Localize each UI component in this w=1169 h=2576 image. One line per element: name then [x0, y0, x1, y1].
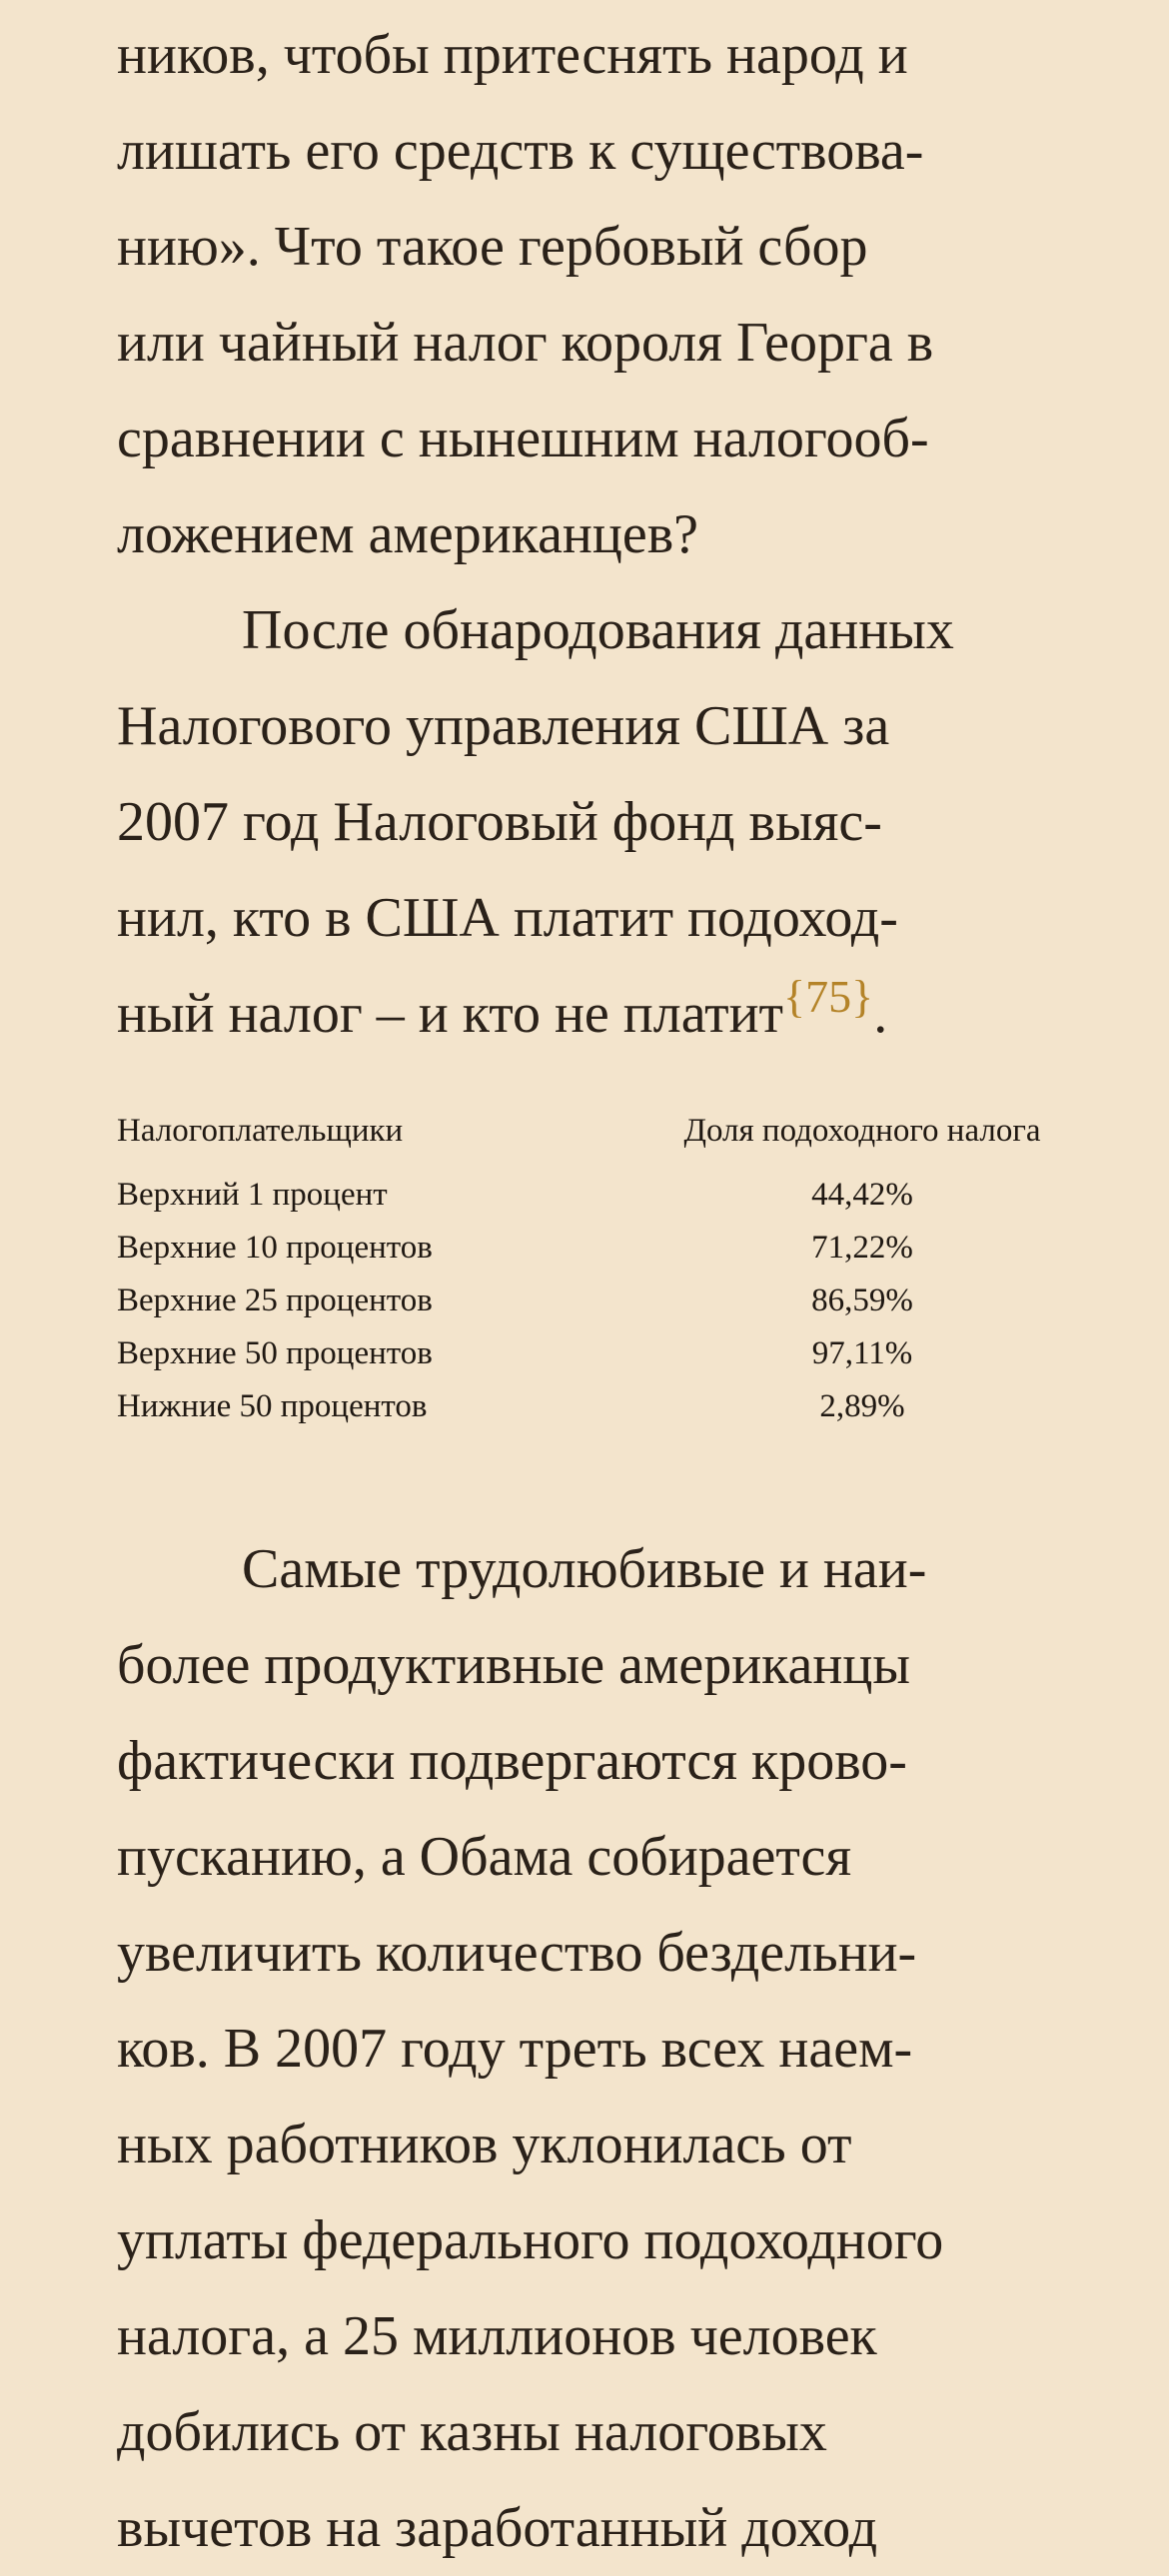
text-line: 2007 год Налоговый фонд выяс- — [117, 791, 882, 853]
table-row — [117, 1327, 1052, 1380]
text-line: налога, а 25 миллионов человек — [117, 2305, 877, 2367]
text-line: вычетов на заработанный доход — [117, 2497, 878, 2559]
text-line-with-footnote — [117, 966, 1052, 1062]
table-cell-share: 86,59% — [811, 1283, 913, 1318]
text-line: увеличить количество бездельни- — [117, 1922, 917, 1984]
text-line: сравнении с нынешним налогооб- — [117, 408, 929, 469]
text-line: лишать его средств к существова- — [117, 120, 924, 182]
text-line: добились от казны налоговых — [117, 2401, 827, 2463]
table-row — [117, 1380, 1052, 1433]
text-block-top — [117, 7, 1052, 1062]
table-cell-share: 44,42% — [811, 1177, 913, 1213]
table-row — [117, 1222, 1052, 1275]
text-line: Налогового управления США за — [117, 695, 890, 757]
table-row — [117, 1275, 1052, 1327]
table-header-share: Доля подоходного налога — [683, 1113, 1041, 1149]
text-line: фактически подвергаются крово- — [117, 1730, 907, 1792]
text-line: ных работников уклонилась от — [117, 2114, 852, 2175]
table-cell-group: Верхние 10 процентов — [117, 1230, 433, 1266]
sentence-end: . — [873, 983, 888, 1045]
table-cell-group: Верхний 1 процент — [117, 1177, 388, 1213]
text-block-bottom — [117, 1521, 1052, 2576]
paragraph-first-line: После обнародования данных — [242, 599, 954, 661]
table-header-taxpayers: Налогоплательщики — [117, 1113, 404, 1149]
text-line: нию». Что такое гербовый сбор — [117, 216, 868, 278]
text-line: более продуктивные американцы — [117, 1634, 910, 1696]
table-cell-group: Нижние 50 процентов — [117, 1388, 428, 1424]
table-cell-group: Верхние 50 процентов — [117, 1335, 433, 1371]
table-cell-share: 97,11% — [811, 1335, 913, 1371]
table-row — [117, 1169, 1052, 1222]
text-line: пусканию, а Обама собирается — [117, 1826, 852, 1888]
text-line: уплаты федерального подоходного — [117, 2209, 944, 2271]
tax-share-table — [117, 1101, 1052, 1433]
footnote-link[interactable]: {75} — [783, 971, 874, 1022]
table-cell-group: Верхние 25 процентов — [117, 1283, 433, 1318]
table-cell-share: 71,22% — [811, 1230, 913, 1266]
text-line: ников, чтобы притеснять народ и — [117, 24, 908, 86]
table-cell-share: 2,89% — [819, 1388, 905, 1424]
text-line: ложением американцев? — [117, 503, 699, 565]
paragraph-first-line: Самые трудолюбивые и наи- — [242, 1538, 927, 1600]
text-fragment: ный налог – и кто не платит — [117, 983, 784, 1045]
text-line: ков. В 2007 году треть всех наем- — [117, 2018, 913, 2080]
text-line: или чайный налог короля Георга в — [117, 312, 934, 374]
table-header-row — [117, 1101, 1052, 1161]
text-line: нил, кто в США платит подоход- — [117, 887, 898, 949]
